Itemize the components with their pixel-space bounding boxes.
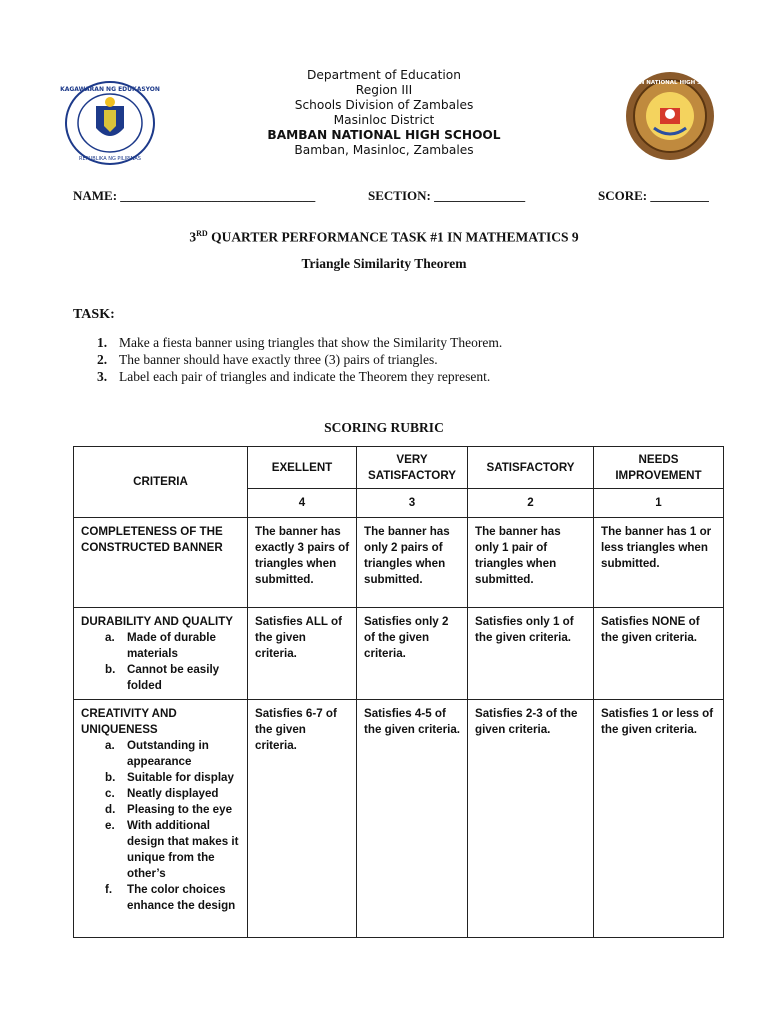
criteria-subitem: b. Suitable for display	[105, 771, 234, 784]
header-criteria: CRITERIA	[74, 447, 248, 518]
rubric-cell: Satisfies ALL of the given criteria.	[248, 608, 357, 700]
header-very-satisfactory: VERY SATISFACTORY	[357, 447, 468, 489]
task-item: 2. The banner should have exactly three (3) pairs of triangles.	[97, 352, 438, 367]
criteria-title: CREATIVITY AND UNIQUENESS	[81, 707, 177, 736]
rubric-cell: The banner has only 1 pair of triangles when submitted.	[468, 518, 594, 608]
criteria-sublist	[81, 738, 241, 914]
task-item: 1. Make a fiesta banner using triangles that show the Similarity Theorem.	[97, 335, 503, 350]
task-list	[97, 334, 502, 385]
criteria-cell	[74, 700, 248, 938]
rubric-row-completeness	[74, 518, 724, 608]
criteria-subitem: a. Outstanding in appearance	[105, 739, 209, 768]
scoring-rubric-table	[73, 446, 724, 938]
rubric-cell: The banner has only 2 pairs of triangles when submitted.	[357, 518, 468, 608]
criteria-subitem: e. With additional design that makes it unique from the other’s	[105, 819, 239, 880]
header-excellent: EXELLENT	[248, 447, 357, 489]
department-line: Department of Education	[307, 68, 461, 82]
letterhead	[0, 68, 768, 158]
criteria-subitem: f. The color choices enhance the design	[105, 883, 236, 912]
task-item: 3. Label each pair of triangles and indicate the Theorem they represent.	[97, 369, 491, 384]
svg-text:BAMBAN NATIONAL HIGH SCHOOL: BAMBAN NATIONAL HIGH SCHOOL	[617, 80, 723, 86]
criteria-cell	[74, 608, 248, 700]
task-label: TASK:	[73, 307, 115, 322]
points-2: 2	[468, 489, 594, 518]
score-field[interactable]: SCORE: _________	[598, 188, 709, 203]
points-1: 1	[594, 489, 724, 518]
section-field[interactable]: SECTION: ______________	[368, 188, 526, 203]
rubric-row-creativity	[74, 700, 724, 938]
student-info-row	[73, 188, 713, 206]
criteria-subitem: a. Made of durable materials	[105, 631, 216, 660]
criteria-cell: COMPLETENESS OF THE CONSTRUCTED BANNER	[74, 518, 248, 608]
rubric-title: SCORING RUBRIC	[324, 420, 444, 435]
header-satisfactory: SATISFACTORY	[468, 447, 594, 489]
criteria-subitem: c. Neatly displayed	[105, 787, 219, 800]
name-field[interactable]: NAME: ______________________________	[73, 188, 316, 203]
school-name: BAMBAN NATIONAL HIGH SCHOOL	[267, 128, 501, 142]
rubric-row-durability	[74, 608, 724, 700]
rubric-cell: The banner has 1 or less triangles when submitted.	[594, 518, 724, 608]
region-line: Region III	[355, 83, 413, 97]
division-line: Schools Division of Zambales	[294, 98, 474, 112]
points-4: 4	[248, 489, 357, 518]
criteria-subitem: b. Cannot be easily folded	[105, 663, 220, 692]
points-3: 3	[357, 489, 468, 518]
svg-text:KAGAWARAN NG EDUKASYON: KAGAWARAN NG EDUKASYON	[60, 86, 160, 93]
school-address: Bamban, Masinloc, Zambales	[294, 143, 474, 157]
criteria-sublist	[81, 630, 241, 694]
rubric-cell: Satisfies only 2 of the given criteria.	[357, 608, 468, 700]
district-line: Masinloc District	[333, 113, 435, 127]
rubric-cell: Satisfies 2-3 of the given criteria.	[468, 700, 594, 938]
rubric-cell: The banner has exactly 3 pairs of triangles when submitted.	[248, 518, 357, 608]
header-needs-improvement: NEEDS IMPROVEMENT	[594, 447, 724, 489]
svg-text:REPUBLIKA NG PILIPINAS: REPUBLIKA NG PILIPINAS	[79, 156, 141, 162]
rubric-cell: Satisfies 4-5 of the given criteria.	[357, 700, 468, 938]
rubric-cell: Satisfies 1 or less of the given criteria.	[594, 700, 724, 938]
page-subtitle: Triangle Similarity Theorem	[301, 256, 467, 271]
criteria-subitem: d. Pleasing to the eye	[105, 803, 233, 816]
rubric-cell: Satisfies only 1 of the given criteria.	[468, 608, 594, 700]
rubric-cell: Satisfies 6-7 of the given criteria.	[248, 700, 357, 938]
rubric-cell: Satisfies NONE of the given criteria.	[594, 608, 724, 700]
page-title: 3RD QUARTER PERFORMANCE TASK #1 IN MATHEMATICS 9	[189, 229, 579, 245]
criteria-title: DURABILITY AND QUALITY	[81, 615, 234, 628]
